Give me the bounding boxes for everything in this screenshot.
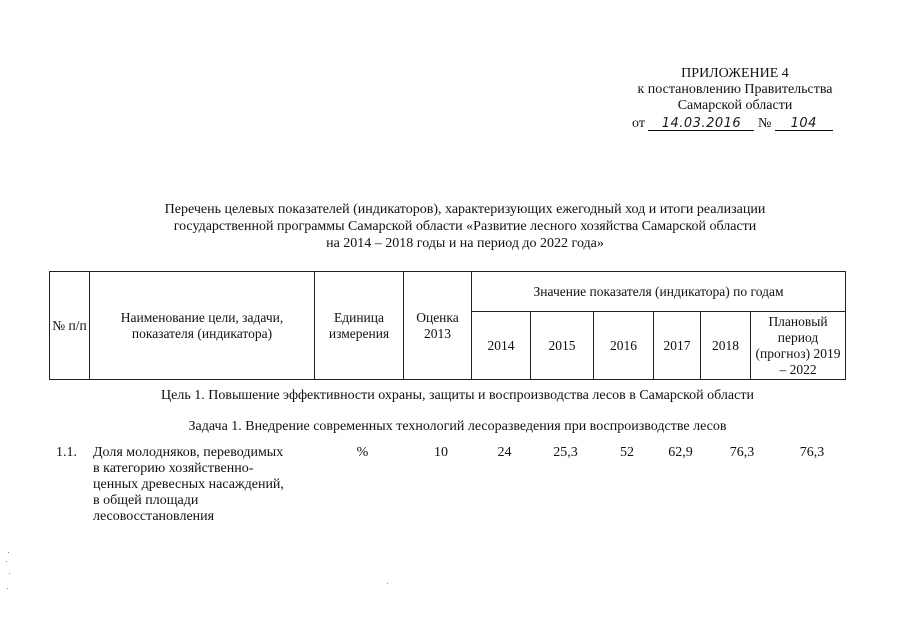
row-value: 76,3 — [729, 445, 755, 460]
title-line: на 2014 – 2018 годы и на период до 2022 года» — [326, 236, 604, 251]
header-year: 2014 — [472, 312, 531, 380]
appendix-title: ПРИЛОЖЕНИЕ 4 — [681, 66, 789, 81]
header-year: 2018 — [701, 312, 751, 380]
appendix-region: Самарской области — [677, 98, 793, 113]
row-name — [93, 445, 318, 525]
header-forecast: Плановый период (прогноз) 2019 – 2022 — [751, 312, 846, 380]
scan-speck — [8, 552, 9, 553]
row-unit: % — [356, 445, 369, 460]
row-name-line: в общей площади — [93, 493, 199, 508]
header-values-group: Значение показателя (индикатора) по годам — [472, 272, 846, 312]
scan-speck — [9, 573, 10, 574]
row-name-line: Доля молодняков, переводимых — [93, 445, 284, 460]
appendix-block — [610, 66, 860, 114]
appendix-date-line — [632, 116, 833, 132]
header-year: 2016 — [594, 312, 654, 380]
title-line: государственной программы Самарской области «Развитие лесного хозяйства Самарской области — [173, 219, 757, 234]
handwritten-number: 104 — [775, 117, 833, 131]
indicator-table-header — [49, 271, 846, 380]
title-line: Перечень целевых показателей (индикаторов), характеризующих ежегодный ход и итоги реализации — [164, 202, 766, 217]
handwritten-date: 14.03.2016 — [648, 117, 754, 131]
row-forecast: 76,3 — [799, 445, 825, 460]
header-estimate: Оценка 2013 — [404, 272, 472, 380]
goal-heading: Цель 1. Повышение эффективности охраны, защиты и воспроизводства лесов в Самарской области — [161, 388, 754, 403]
header-year: 2015 — [531, 312, 594, 380]
row-value: 62,9 — [668, 445, 693, 460]
row-value: 24 — [497, 445, 512, 460]
scan-speck — [7, 588, 8, 589]
row-name-line: ценных древесных насаждений, — [93, 477, 284, 492]
row-estimate: 10 — [434, 445, 448, 460]
row-value: 52 — [620, 445, 634, 460]
appendix-resolution: к постановлению Правительства — [637, 82, 833, 97]
scan-speck — [387, 583, 388, 584]
document-title — [90, 201, 840, 252]
header-name: Наименование цели, задачи, показателя (индикатора) — [90, 272, 315, 380]
header-num: № п/п — [50, 272, 90, 380]
task-heading: Задача 1. Внедрение современных технологий лесоразведения при воспроизводстве лесов — [188, 419, 727, 434]
number-label: № — [757, 116, 772, 131]
row-num: 1.1. — [56, 445, 77, 460]
header-year: 2017 — [654, 312, 701, 380]
row-value: 25,3 — [553, 445, 578, 460]
row-name-line: лесовосстановления — [93, 509, 215, 524]
scan-speck — [6, 561, 7, 562]
header-unit: Единица измерения — [315, 272, 404, 380]
row-name-line: в категорию хозяйственно- — [93, 461, 254, 476]
from-label: от — [632, 116, 645, 131]
